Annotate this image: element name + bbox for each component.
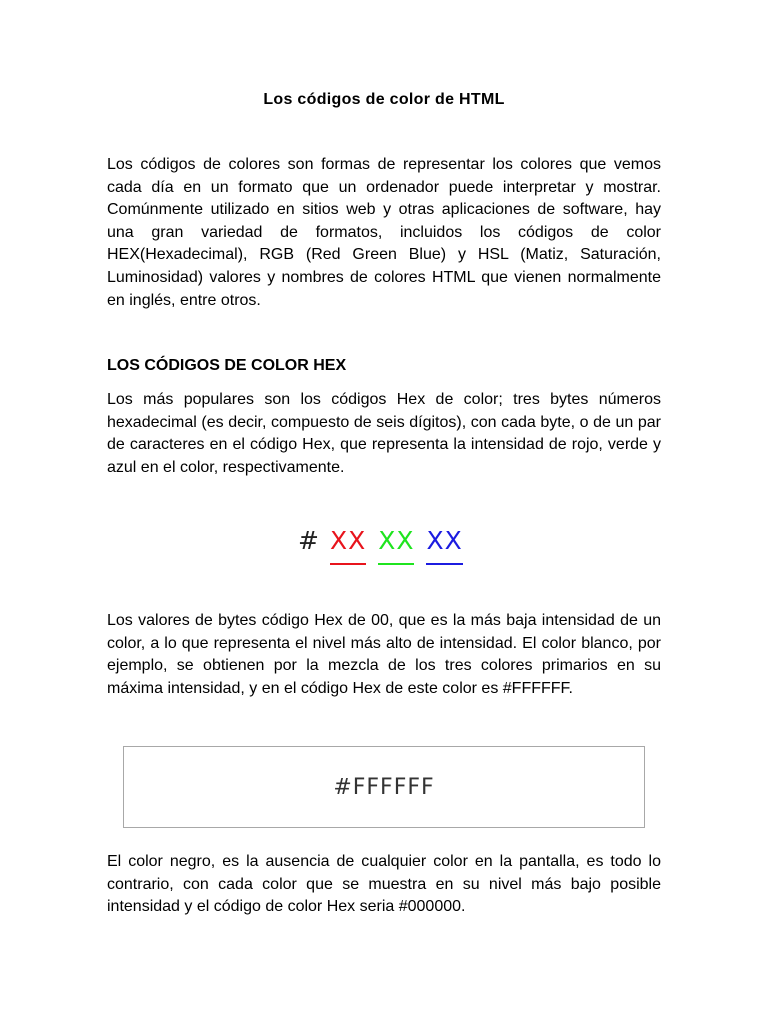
hex-pair-green-underline [378, 563, 414, 565]
hex-pair-red-underline [330, 563, 366, 565]
hex-pair-blue [426, 526, 462, 561]
hex-hash-symbol: # [298, 526, 320, 555]
hex-paragraph: Los más populares son los códigos Hex de color; tres bytes números hexadecimal (es decir, compuesto de seis dígitos), con cada byte, o de un par de caracteres en el código Hex, que representa la intensidad de rojo, verde y azul en el color, respectivamente. [107, 391, 661, 476]
document-title: Los códigos de color de HTML [263, 91, 505, 108]
white-color-swatch [123, 746, 645, 828]
white-swatch-label: #FFFFFF [333, 774, 435, 800]
values-paragraph: Los valores de bytes código Hex de 00, que es la más baja intensidad de un color, a lo que representa el nivel más alto de intensidad. El color blanco, por ejemplo, se obtienen por la mezcla de los tres colores primarios en su máxima intensidad, y en el código Hex de este color es #FFFFFF. [107, 612, 661, 697]
intro-paragraph: Los códigos de colores son formas de representar los colores que vemos cada día en un formato que un ordenador puede interpretar y mostrar. Comúnmente utilizado en sitios web y otras aplicaciones de software, hay una gran variedad de formatos, incluidos los códigos de color HEX(Hexadecimal), RGB (Red Green Blue) y HSL (Matiz, Saturación, Luminosidad) valores y nombres de colores HTML que vienen normalmente en inglés, entre otros. [107, 156, 661, 309]
hex-code-figure [298, 526, 475, 566]
hex-pair-green-text: XX [378, 526, 415, 555]
hex-pair-blue-text: XX [426, 526, 463, 555]
black-paragraph: El color negro, es la ausencia de cualquier color en la pantalla, es todo lo contrario, con cada color que se muestra en su nivel más bajo posible intensidad y el código de color Hex seria #000000. [107, 853, 661, 916]
hex-pair-red-text: XX [329, 526, 367, 555]
hex-pair-red [330, 526, 366, 561]
hex-pair-green [378, 526, 414, 561]
section-heading: LOS CÓDIGOS DE COLOR HEX [107, 357, 347, 374]
hex-pair-blue-underline [426, 563, 462, 565]
